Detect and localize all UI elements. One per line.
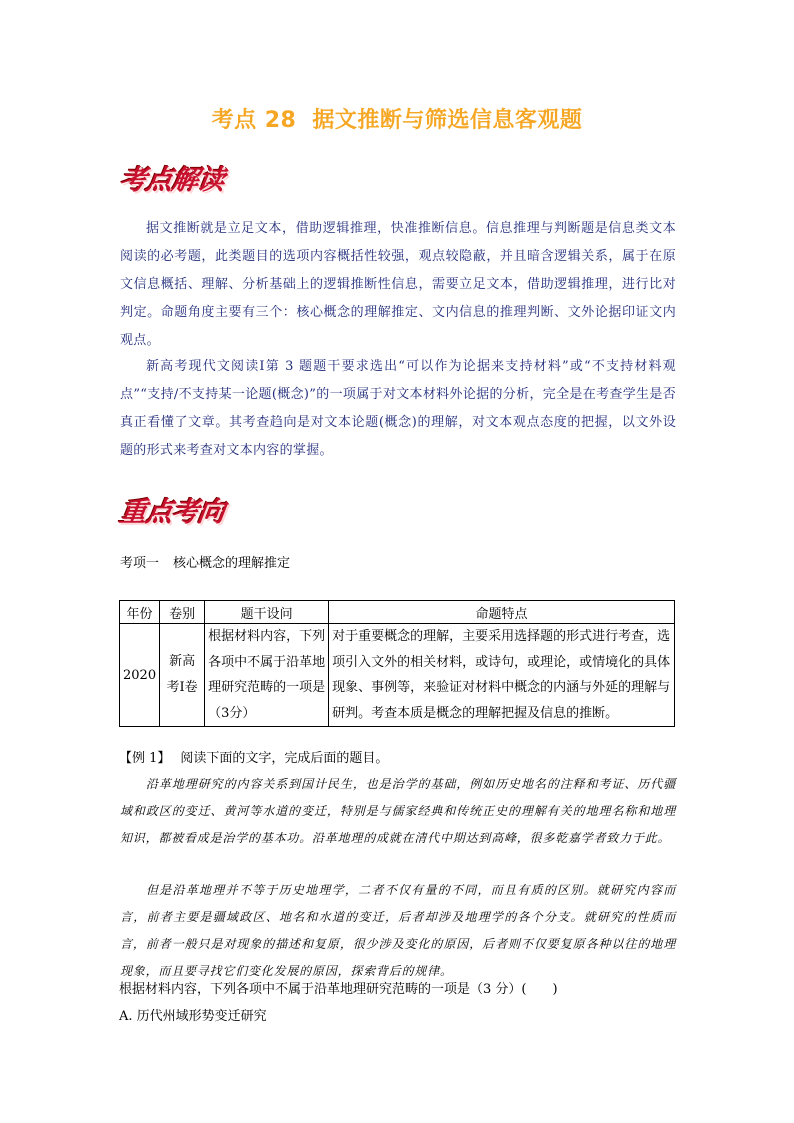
- title-text: 据文推断与筛选信息客观题: [312, 108, 583, 133]
- table-row: [120, 624, 675, 727]
- example-header: [119, 747, 388, 766]
- example-label: 【例 1】: [119, 751, 171, 766]
- column-header-year: 年份: [120, 601, 160, 624]
- column-header-question: 题干设问: [205, 601, 329, 624]
- intro-paragraph-2: 新高考现代文阅读Ⅰ第 3 题题干要求选出“可以作为论据来支持材料”或“不支持材料观点”“支持/不支持某一论题(概念)”的一项属于对文本材料外论据的分析，完全是在考查学生是否真正看懂了文章。其考查趋向是对文本论题(概念)的理解，对文本观点态度的把握，以文外设题的形式来考查对文本内容的掌握。: [120, 359, 676, 458]
- cell-paper: 新高考Ⅰ卷: [160, 624, 205, 727]
- table-header-row: [120, 601, 675, 624]
- item-subtitle-text: 核心概念的理解推定: [173, 556, 291, 571]
- passage-paragraph-1: 沿革地理研究的内容关系到国计民生，也是治学的基础，例如历史地名的注释和考证、历代疆域和政区的变迁、黄河等水道的变迁，特别是与儒家经典和传统正史的理解有关的地理名称和地理知识，都被看成是治学的基本功。沿革地理的成就在清代中期达到高峰，很多乾嘉学者致力于此。: [120, 777, 676, 845]
- example-instruction: 阅读下面的文字，完成后面的题目。: [180, 751, 389, 766]
- question-stem: 根据材料内容，下列各项中不属于沿革地理研究范畴的一项是（3 分）( ): [119, 982, 558, 997]
- column-header-feature: 命题特点: [329, 601, 675, 624]
- section-heading-analysis: 考点解读: [117, 165, 226, 196]
- page-title: [0, 103, 794, 134]
- exam-spec-table: [119, 600, 675, 727]
- intro-paragraph-1: 据文推断就是立足文本，借助逻辑推理，快准推断信息。信息推理与判断题是信息类文本阅读的必考题，此类题目的选项内容概括性较强，观点较隐蔽，并且暗含逻辑关系，属于在原文信息概括、理解、分析基础上的逻辑推断性信息，需要立足文本，借助逻辑推理，进行比对判定。命题角度主要有三个：核心概念的理解推定、文内信息的推理判断、文外论据印证文内观点。: [120, 221, 676, 348]
- section-heading-focus: 重点考向: [117, 497, 226, 528]
- item-subtitle-label: 考项一: [120, 556, 160, 571]
- cell-question: 根据材料内容，下列各项中不属于沿革地理研究范畴的一项是（3分）: [205, 624, 329, 727]
- title-label: 考点 28: [211, 108, 297, 133]
- option-a: A. 历代州域形势变迁研究: [119, 1009, 267, 1024]
- column-header-paper: 卷别: [160, 601, 205, 624]
- passage-paragraph-2: 但是沿革地理并不等于历史地理学，二者不仅有量的不同，而且有质的区别。就研究内容而言，前者主要是疆域政区、地名和水道的变迁，后者却涉及地理学的各个分支。就研究的性质而言，前者一般只是对现象的描述和复原，很少涉及变化的原因，后者则不仅要复原各种以往的地理现象，而且要寻找它们变化发展的原因，探索背后的规律。: [120, 883, 676, 978]
- item-subtitle: [120, 552, 290, 571]
- cell-feature: 对于重要概念的理解，主要采用选择题的形式进行考查，选项引入文外的相关材料，或诗句，或理论，或情境化的具体现象、事例等，来验证对材料中概念的内涵与外延的理解与研判。考查本质是概念的理解把握及信息的推断。: [329, 624, 675, 727]
- cell-year: 2020: [120, 624, 160, 727]
